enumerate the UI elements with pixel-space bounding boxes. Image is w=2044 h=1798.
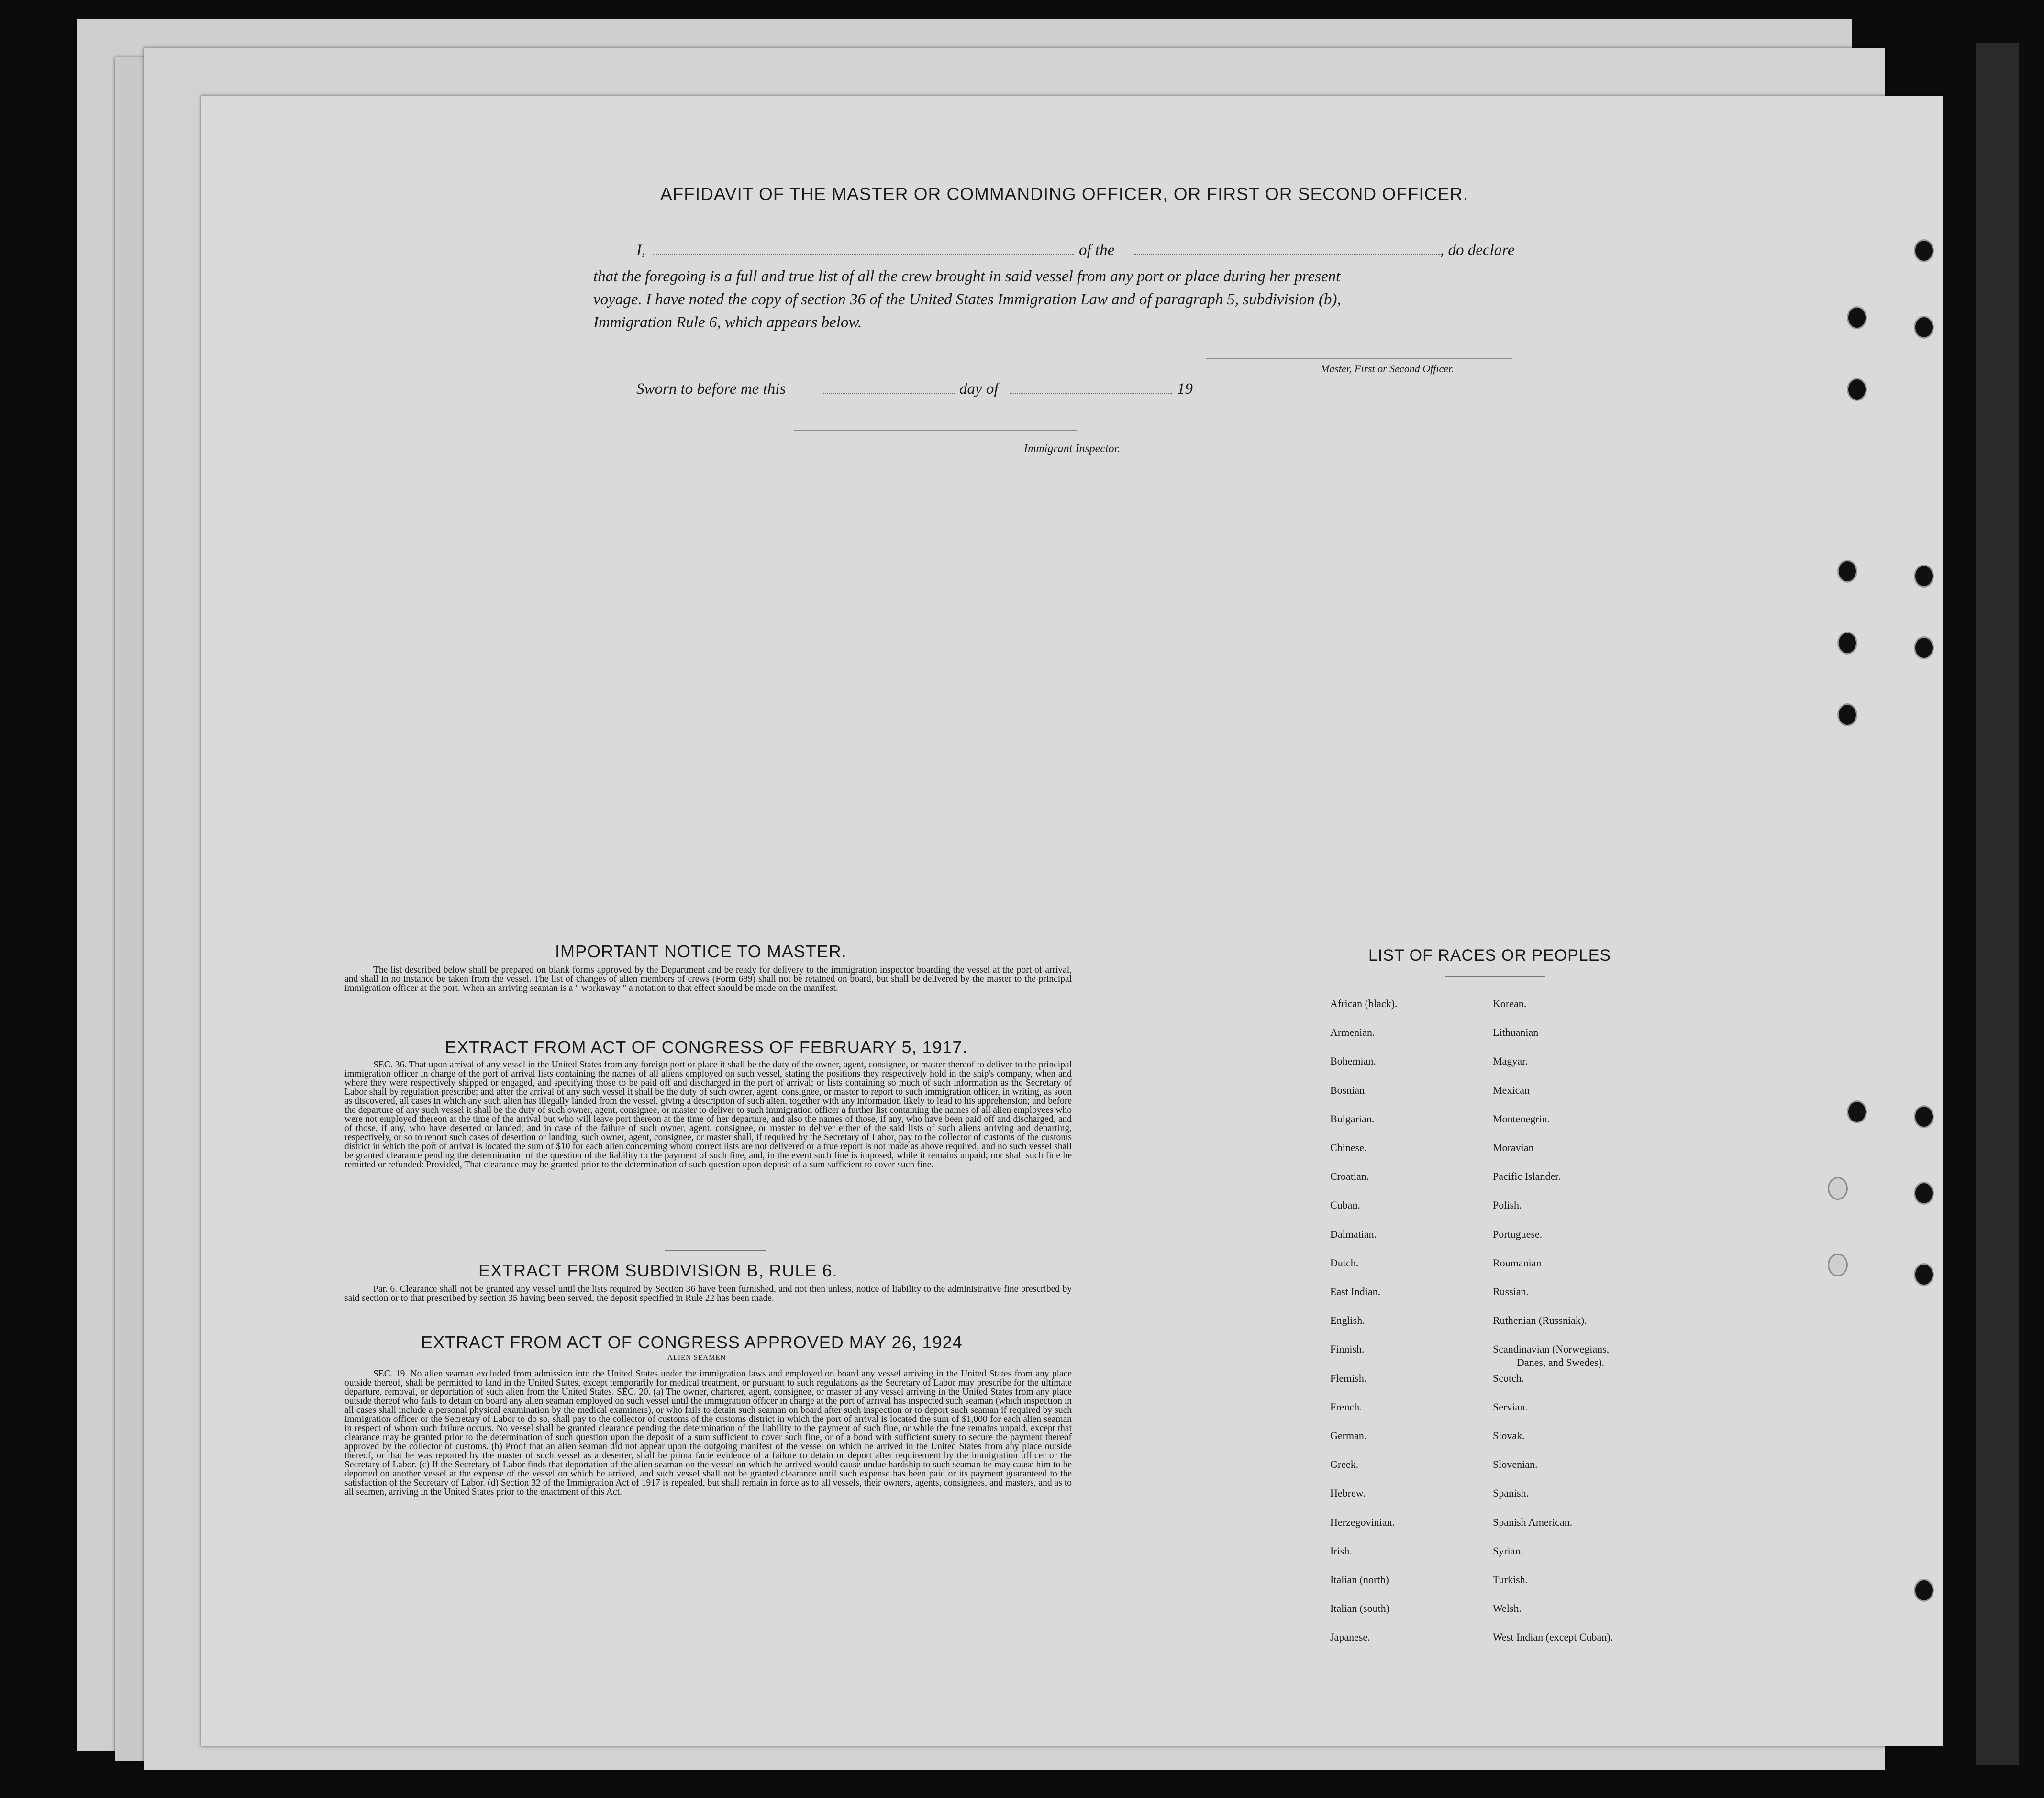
race-item: African (black). [1330, 998, 1398, 1010]
binder-hole-icon [1847, 306, 1867, 329]
race-item: Japanese. [1330, 1631, 1370, 1643]
binder-hole-icon [1914, 1182, 1934, 1205]
extract-1917-body: SEC. 36. That upon arrival of any vessel in the United States from any foreign port or place it shall be the duty of the owner, agent, consignee, or master thereof to deliver to the principal immigration officer in charge of the port of arrival lists containing the names of all aliens employed on such vessel, stating the positions they respectively hold in the ship's company, when and where they were respectively shipped or engaged, and specifying those to be paid off and discharged in the port of arrival; or lists containing so much of such information as the Secretary of Labor shall by regulation prescribe; and after the arrival of any such vessel it shall be the duty of such owner, agent, consignee, or master to report to such immigration officer, in writing, as soon as discovered, all cases in which any such alien has illegally landed from the vessel, giving a description of such alien, together with any information likely to lead to his apprehension; and before the departure of any such vessel it shall be the duty of such owner, agent, consignee, or master to deliver to such immigration officer a further list containing the names of all alien employees who were not employed thereon at the time of the arrival but who will leave port thereon at the time of her departure, and also the names of those, if any, who have been paid off and discharged, and of those, if any, who have deserted or landed; and in case of the failure of such owner, agent, consignee, or master to deliver either of the said lists of such aliens arriving and departing, respectively, or so to report such cases of desertion or landing, such owner, agent, consignee, or master shall, if required by the Secretary of Labor, pay to the collector of customs of the customs district in which the port of arrival is located the sum of $10 for each alien concerning whom correct lists are not delivered or a true report is not made as above required; and no such vessel shall be granted clearance pending the determination of the question of the liability to the payment of such fine, and, in the event such fine is imposed, while it remains unpaid; nor shall such fine be remitted or refunded: Provided, That clearance may be granted prior to the determination of such question upon deposit of a sum sufficient to cover such fine. [344, 1060, 1072, 1170]
inspector-label: Immigrant Inspector. [1024, 443, 1121, 455]
race-item: Syrian. [1493, 1544, 1523, 1557]
day-of-label: day of [959, 380, 999, 398]
race-item: English. [1330, 1314, 1365, 1327]
race-item: Herzegovinian. [1330, 1516, 1395, 1528]
binder-hole-icon [1847, 1100, 1867, 1123]
divider [1445, 976, 1545, 977]
affidavit-line: Immigration Rule 6, which appears below. [593, 314, 862, 331]
race-item: Korean. [1493, 998, 1527, 1010]
race-item: Croatian. [1330, 1170, 1369, 1183]
alien-seamen-subheading: ALIEN SEAMEN [667, 1354, 726, 1362]
binder-hole-icon [1914, 316, 1934, 339]
rule6-body: Par. 6. Clearance shall not be granted any vessel until the lists required by Section 36 have been furnished, and not then unless, notice of liability to the administrative fine prescribed by said section or to that prescribed by section 35 having been served, the deposit specified in Rule 22 has been made. [344, 1284, 1072, 1303]
race-item: Magyar. [1493, 1055, 1528, 1067]
race-item: Irish. [1330, 1544, 1352, 1557]
race-item: Montenegrin. [1493, 1112, 1550, 1125]
race-item: Lithuanian [1493, 1026, 1539, 1039]
binder-hole-icon [1914, 1579, 1934, 1602]
vessel-blank [1134, 254, 1440, 255]
race-item: Spanish American. [1493, 1516, 1573, 1528]
race-item: East Indian. [1330, 1286, 1381, 1298]
race-item: Polish. [1493, 1199, 1522, 1211]
race-item: Slovenian. [1493, 1458, 1538, 1471]
binder-hole-icon [1847, 378, 1867, 401]
race-item: Finnish. [1330, 1343, 1365, 1355]
signature-line [1206, 358, 1512, 359]
race-item: Portuguese. [1493, 1228, 1543, 1240]
race-item: French. [1330, 1400, 1362, 1413]
race-item: Spanish. [1493, 1487, 1529, 1499]
notice-body: The list described below shall be prepared on blank forms approved by the Department and be ready for delivery to the immigration inspector boarding the vessel at the port of arrival, and shall in no instance be taken from the vessel. The list of changes of alien members of crews (Form 689) shall not be retained on board, but shall be delivered by the master to the principal immigration officer at the port. When an arriving seaman is a " workaway " a notation to that effect should be made on the manifest. [344, 965, 1072, 993]
rule6-heading: EXTRACT FROM SUBDIVISION B, RULE 6. [478, 1261, 838, 1280]
affidavit-heading: AFFIDAVIT OF THE MASTER OR COMMANDING OFFICER, OR FIRST OR SECOND OFFICER. [660, 184, 1469, 204]
race-item: Moravian [1493, 1142, 1534, 1154]
binder-hole-icon [1828, 1177, 1848, 1200]
race-item: Danes, and Swedes). [1517, 1356, 1605, 1369]
race-item: Turkish. [1493, 1574, 1528, 1586]
document-page [201, 96, 1943, 1746]
race-item: Bulgarian. [1330, 1112, 1375, 1125]
race-item: German. [1330, 1430, 1367, 1442]
name-blank [653, 254, 1074, 255]
affidavit-line: that the foregoing is a full and true list of all the crew brought in said vessel from any port or place during her present [593, 268, 1341, 285]
notice-heading: IMPORTANT NOTICE TO MASTER. [555, 942, 847, 961]
extract-1917-heading: EXTRACT FROM ACT OF CONGRESS OF FEBRUARY 5, 1917. [445, 1037, 968, 1057]
race-item: Welsh. [1493, 1602, 1522, 1615]
binder-hole-icon [1914, 565, 1934, 588]
race-item: Servian. [1493, 1400, 1528, 1413]
binder-hole-icon [1914, 1263, 1934, 1286]
sworn-month-blank [1010, 393, 1172, 394]
race-item: Bosnian. [1330, 1084, 1367, 1096]
race-item: West Indian (except Cuban). [1493, 1631, 1613, 1643]
affidavit-line: voyage. I have noted the copy of section 36 of the United States Immigration Law and of paragraph 5, subdivision (b), [593, 291, 1341, 308]
race-item: Dutch. [1330, 1256, 1359, 1269]
race-item: Cuban. [1330, 1199, 1360, 1211]
race-item: Armenian. [1330, 1026, 1375, 1039]
binder-hole-icon [1837, 703, 1857, 726]
race-item: Slovak. [1493, 1430, 1525, 1442]
race-item: Italian (south) [1330, 1602, 1390, 1615]
divider [665, 1250, 766, 1251]
race-item: Mexican [1493, 1084, 1530, 1096]
binder-hole-icon [1828, 1254, 1848, 1276]
affidavit-declare-label: , do declare [1440, 242, 1515, 259]
binder-hole-icon [1914, 636, 1934, 659]
race-item: Scotch. [1493, 1372, 1524, 1384]
race-item: Pacific Islander. [1493, 1170, 1561, 1183]
race-item: Greek. [1330, 1458, 1359, 1471]
inspector-signature-line [794, 430, 1077, 431]
extract-1924-body: SEC. 19. No alien seaman excluded from admission into the United States under the immigration laws and employed on board any vessel arriving in the United States from any place outside thereof, shall be permitted to land in the United States, except temporarily for medical treatment, or pursuant to such regulations as the Secretary of Labor may prescribe for the ultimate departure, removal, or deportation of such alien from the United States. SEC. 20. (a) The owner, charterer, agent, consignee, or master of any vessel arriving in the United States from any place outside thereof who fails to detain on board any alien seaman employed on such vessel until the immigration officer in charge at the port of arrival has inspected such seaman (which inspection in all cases shall include a personal physical examination by the medical examiners), or who fails to detain such seaman on board after such inspection or to deport such seaman if required by such immigration officer or the Secretary of Labor to do so, shall pay to the collector of customs of the customs district in which the port of arrival is located the sum of $1,000 for each alien seaman in respect of whom such failure occurs. No vessel shall be granted clearance pending the determination of the liability to the payment of such fine, or while the fine remains unpaid, except that clearance may be granted prior to the determination of such question upon the deposit of a sum sufficient to cover such fine, or of a bond with sufficient surety to secure the payment thereof approved by the collector of customs. (b) Proof that an alien seaman did not appear upon the outgoing manifest of the vessel on which he arrived in the United States from any place outside thereof, or that he was reported by the master of such vessel as a deserter, shall be prima facie evidence of a failure to detain or deport after requirement by the immigration officer or the Secretary of Labor. (c) If the Secretary of Labor finds that deportation of the alien seaman on the vessel on which he arrived would cause undue hardship to such seaman he may cause him to be deported on another vessel at the expense of the vessel on which he arrived, and such vessel shall not be granted clearance until such expense has been paid or its payment guaranteed to the satisfaction of the Secretary of Labor. (d) Section 32 of the Immigration Act of 1917 is repealed, but shall remain in force as to all vessels, their owners, agents, consignees, and masters, and as to all seamen, arriving in the United States prior to the enactment of this Act. [344, 1369, 1072, 1497]
binder-hole-icon [1837, 560, 1857, 583]
race-item: Chinese. [1330, 1142, 1367, 1154]
race-item: Dalmatian. [1330, 1228, 1377, 1240]
sworn-day-blank [823, 393, 955, 394]
races-heading: LIST OF RACES OR PEOPLES [1368, 946, 1611, 965]
binder-hole-icon [1914, 239, 1934, 262]
race-item: Russian. [1493, 1286, 1529, 1298]
race-item: Bohemian. [1330, 1055, 1376, 1067]
affidavit-of-the-label: of the [1079, 242, 1115, 259]
binder-hole-icon [1837, 632, 1857, 655]
affidavit-i-label: I, [636, 242, 646, 259]
race-item: Italian (north) [1330, 1574, 1389, 1586]
binder-strip [1976, 43, 2019, 1765]
binder-hole-icon [1914, 1105, 1934, 1128]
race-item: Roumanian [1493, 1256, 1542, 1269]
extract-1924-heading: EXTRACT FROM ACT OF CONGRESS APPROVED MAY 26, 1924 [421, 1332, 963, 1352]
race-item: Hebrew. [1330, 1487, 1366, 1499]
sworn-label: Sworn to before me this [636, 380, 786, 398]
year-label: 19 [1177, 380, 1193, 398]
race-item: Flemish. [1330, 1372, 1367, 1384]
race-item: Scandinavian (Norwegians, [1493, 1343, 1610, 1355]
race-item: Ruthenian (Russniak). [1493, 1314, 1587, 1327]
signer-label: Master, First or Second Officer. [1321, 363, 1454, 375]
